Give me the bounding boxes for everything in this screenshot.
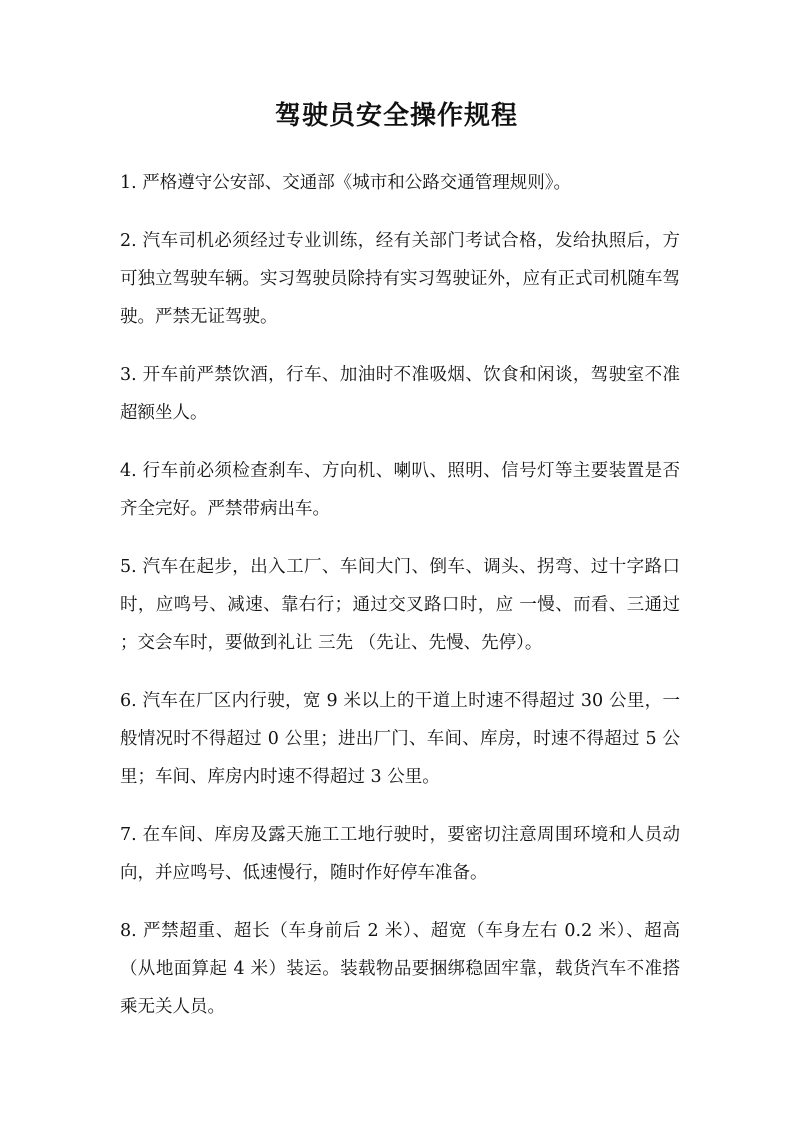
rule-item: 6. 汽车在厂区内行驶，宽 9 米以上的干道上时速不得超过 30 公里，一般情况时不得超过 0 公里；进出厂门、车间、库房，时速不得超过 5 公里；车间、库房内时速不得超过 3 公里。 [120,691,680,787]
rule-item: 4. 行车前必须检查刹车、方向机、喇叭、照明、信号灯等主要装置是否齐全完好。严禁带病出车。 [120,461,680,519]
document-title: 驾驶员安全操作规程 [274,101,518,131]
rule-item: 7. 在车间、库房及露天施工工地行驶时，要密切注意周围环境和人员动向，并应鸣号、低速慢行，随时作好停车准备。 [120,825,680,883]
rules-list [120,164,680,1046]
rule-item: 1. 严格遵守公安部、交通部《城市和公路交通管理规则》。 [120,173,572,193]
rule-item: 3. 开车前严禁饮酒，行车、加油时不准吸烟、饮食和闲谈，驾驶室不准超额坐人。 [120,365,680,423]
rule-item: 2. 汽车司机必须经过专业训练，经有关部门考试合格，发给执照后，方可独立驾驶车辆。实习驾驶员除持有实习驾驶证外，应有正式司机随车驾驶。严禁无证驾驶。 [120,231,680,327]
rule-item: 8. 严禁超重、超长（车身前后 2 米）、超宽（车身左右 0.2 米）、超高（从地面算起 4 米）装运。装载物品要捆绑稳固牢靠，载货汽车不准搭乘无关人员。 [120,921,680,1017]
rule-item: 5. 汽车在起步，出入工厂、车间大门、倒车、调头、拐弯、过十字路口时，应鸣号、减速、靠右行；通过交叉路口时，应 一慢、而看、三通过 ；交会车时，要做到礼让 三先 （先让、先慢、先停）。 [120,557,680,653]
